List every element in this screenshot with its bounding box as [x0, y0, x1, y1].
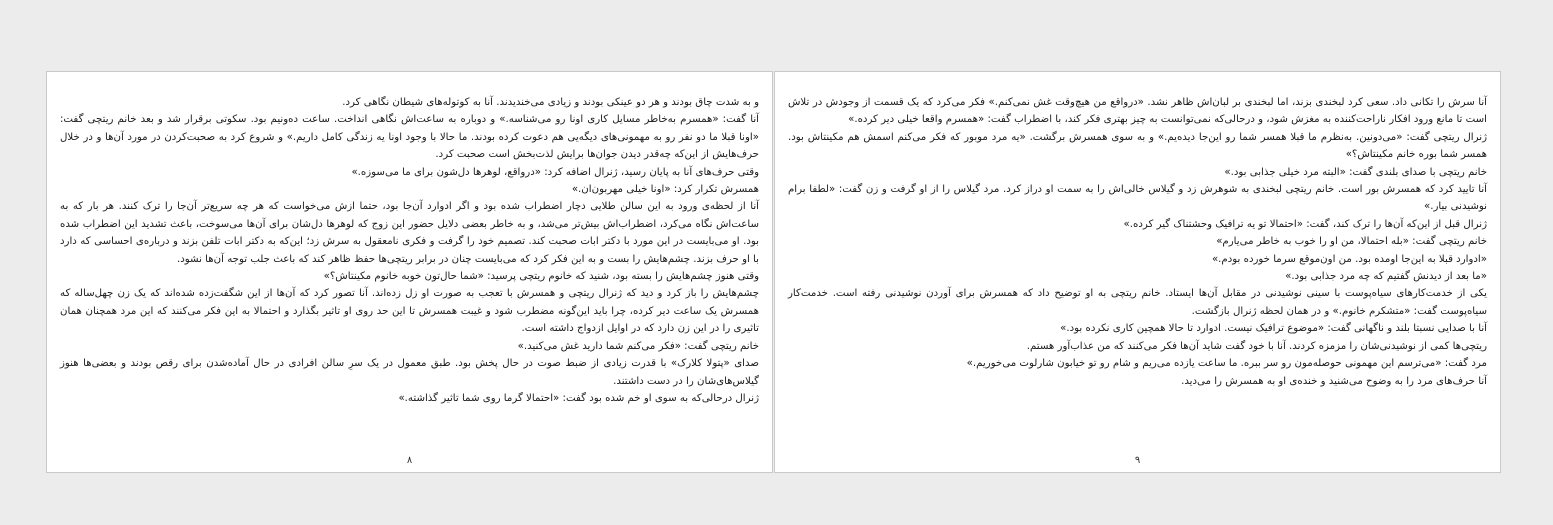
paragraph: چشم‌هایش را باز کرد و دید که ژنرال ریتچی و همسرش با تعجب به صورت او زل زده‌اند. آنا تصور کرد که آن‌ها از این شگفت‌زده شده‌اند که یک زن چهل‌ساله که همسرش یک ساعت دیر کرده، چرا باید این‌گونه مضطرب شود و غیبت همسرش تا این حد روی او تاثیر بگذارد و احتمالا به این فکر می‌کنند که این مرد همچنان همان تاثیری را در این زن دارد که در اوایل ازدواج داشته است. [60, 288, 759, 335]
paragraph: همسرش تکرار کرد: «اونا خیلی مهربون‌ان.» [571, 184, 759, 196]
paragraph: یکی از خدمت‌کارهای سیاه‌پوست با سینی نوشیدنی در مقابل آن‌ها ایستاد. خانم ریتچی به او توضیح داد که همسرش برای آوردن نوشیدنی رفته است. خدمت‌کار سیاه‌پوست گفت: «متشکرم خانوم.» و در همان لحظه ژنرال بازگشت. [788, 288, 1487, 317]
paragraph: «ما بعد از دیدنش گفتیم که چه مرد جذابی بود.» [1285, 271, 1487, 283]
paragraph: مرد گفت: «می‌ترسم این مهمونی حوصله‌مون رو سر ببره. ما ساعت یازده می‌ریم و شام رو تو خیابون شارلوت می‌خوریم.» [966, 358, 1487, 370]
paragraph: خانم ریتچی با صدای بلندی گفت: «البته مرد خیلی جذابی بود.» [1224, 166, 1487, 178]
page-text [60, 94, 759, 407]
paragraph: ژنرال ریتچی گفت: «می‌دونین. به‌نظرم ما قبلا همسر شما رو این‌جا دیده‌یم.» و به سوی همسرش برگشت. «یه مرد موبور که فکر می‌کنم اسمش هم مکینتاش بود. همسر شما بوره خانم مکینتاش؟» [788, 131, 1487, 161]
paragraph: آنا حرف‌های مرد را به وضوح می‌شنید و خنده‌ی او به همسرش را می‌دید. [1181, 375, 1487, 387]
paragraph: آنا با صدایی نسبتا بلند و ناگهانی گفت: «موضوع ترافیک نیست. ادوارد تا حالا همچین کاری نکرده بود.» [1060, 323, 1487, 335]
paragraph: خانم ریتچی گفت: «فکر می‌کنم شما دارید غش می‌کنید.» [517, 340, 759, 352]
paragraph: آنا گفت: «همسرم به‌خاطر مسایل کاری اونا رو می‌شناسه.» و دوباره به ساعت‌اش نگاهی انداخت. ساعت ده‌ونیم بود. سکوتی برقرار شد و بعد خانم ریتچی گفت: «اونا قبلا ما دو نفر رو به مهمونی‌های دیگه‌یی هم دعوت کرده بودند. ما حالا با وجود اونا یه زندگی کامل داریم.» و شروع کرد به صحبت‌کردن در مورد آن‌ها و در خلال حرف‌هایش از این‌که چه‌قدر دیدن جوان‌ها برایش لذت‌بخش است صحبت کرد. [60, 114, 759, 161]
paragraph: آنا از لحظه‌ی ورود به این سالن طلایی دچار اضطراب شده بود و اگر ادوارد آن‌جا بود، حتما ازش می‌خواست که هر چه سریع‌تر آن‌جا را ترک کنند. هر بار که به ساعت‌اش نگاه می‌کرد، اضطراب‌اش بیش‌تر می‌شد، و به خاطر بعضی دلایل حضور این زوج که لوهرها دل‌شان برای آن‌ها می‌سوخت، باعث تشدید این اضطراب شده بود. او می‌بایست در این مورد با دکتر ابات صحبت کند. تصمیم خود را گرفت و فکری نامعقول به سرش زد؛ این‌که به دکتر ابات تلفن بزند و درباره‌ی احساسی که دارد با او حرف بزند. چشم‌هایش را بست و به این فکر کرد که می‌بایست چنان در برابر ریتچی‌ها حفظ ظاهر کند که باعث جلب توجه آن‌ها نشود. [60, 201, 759, 265]
paragraph: ریتچی‌ها کمی از نوشیدنی‌شان را مزمزه کردند. آنا با خود گفت شاید آن‌ها فکر می‌کنند که من عذاب‌آور هستم. [1026, 340, 1487, 352]
paragraph: و به شدت چاق بودند و هر دو عینکی بودند و زیادی می‌خندیدند. آنا به کوتوله‌های شیطان نگاهی کرد. [342, 97, 759, 108]
paragraph: «ادوارد قبلا به این‌جا اومده بود. من اون‌موقع سرما خورده بودم.» [1211, 253, 1487, 265]
book-page-left [46, 71, 773, 473]
paragraph: وقتی حرف‌های آنا به پایان رسید، ژنرال اضافه کرد: «درواقع، لوهرها دل‌شون برای ما می‌سوزه.» [351, 166, 759, 178]
paragraph: خانم ریتچی گفت: «بله احتمالا، من او را خوب به خاطر می‌یارم» [1216, 236, 1487, 248]
page-number: ۹ [1134, 455, 1141, 466]
paragraph: ژنرال قبل از این‌که آن‌ها را ترک کند، گفت: «احتمالا تو یه ترافیک وحشتناک گیر کرده.» [1123, 218, 1487, 230]
paragraph: وقتی هنوز چشم‌هایش را بسته بود، شنید که خانوم ریتچی پرسید: «شما حال‌تون خوبه خانوم مکینتاش؟» [323, 271, 759, 283]
book-page-right [774, 71, 1501, 473]
paragraph: آنا تایید کرد که همسرش بور است. خانم ریتچی لبخندی به شوهرش زد و گیلاس خالی‌اش را به سمت او دراز کرد. مرد گیلاس را از او گرفت و زن گفت: «لطفا برام نوشیدنی بیار.» [788, 184, 1487, 213]
page-number: ۸ [406, 455, 413, 466]
paragraph: صدای «پتولا کلارک» با قدرت زیادی از ضبط صوت در حال پخش بود. طبق معمول در یک سرِ سالن افرادی در حال آماده‌شدن برای رقص بودند و بعضی‌ها هنوز گیلاس‌های‌شان را در دست داشتند. [60, 358, 759, 387]
paragraph: آنا سرش را تکانی داد. سعی کرد لبخندی بزند، اما لبخندی بر لبان‌اش ظاهر نشد. «درواقع من هیچ‌وقت غش نمی‌کنم.» فکر می‌کرد که یک قسمت از وجودش در تلاش است تا مانع ورود افکار ناراحت‌کننده به مغزش شود، و درحالی‌که نمی‌توانست به چیز بهتری فکر کند، با اضطراب گفت: «همسرم واقعا خیلی دیر کرده.» [788, 97, 1487, 126]
paragraph: ژنرال درحالی‌که به سوی او خم شده بود گفت: «احتمالا گرما روی شما تاثیر گذاشته.» [398, 392, 759, 404]
page-text [788, 94, 1487, 390]
